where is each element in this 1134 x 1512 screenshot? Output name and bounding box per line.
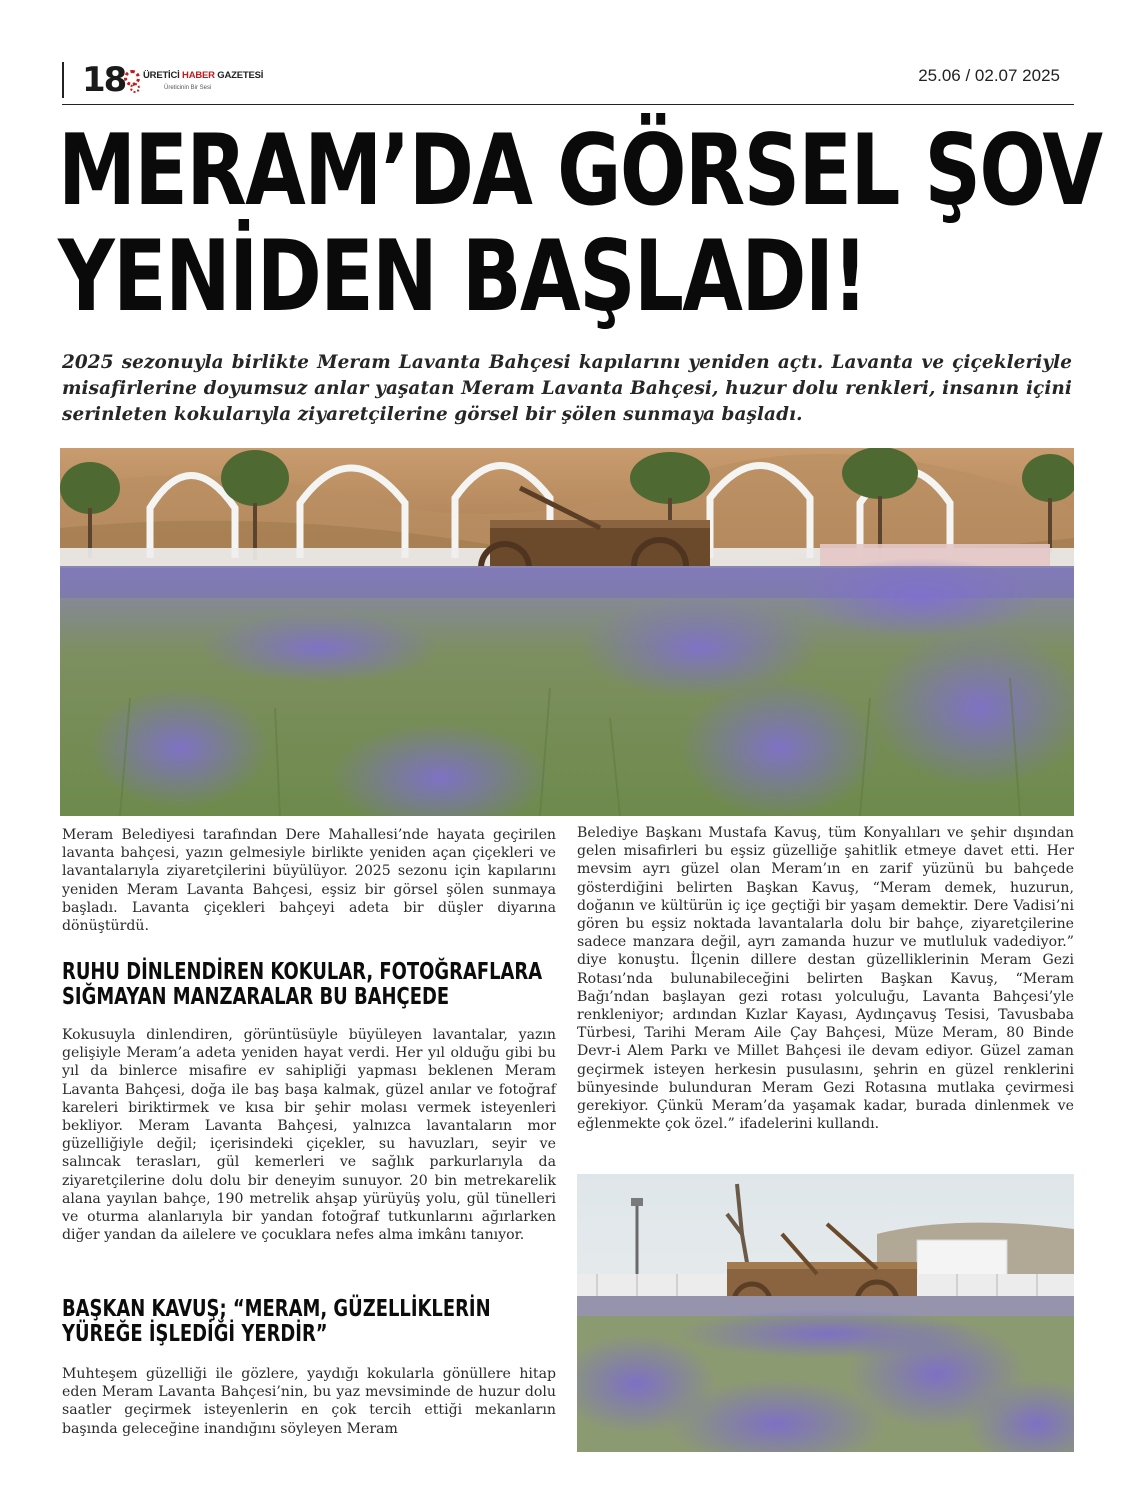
section-1-text: Kokusuyla dinlendiren, görüntüsüyle büyüleyen lavantalar, yazın gelişiyle Meram’a adeta yeniden hayat verdi. Her yıl olduğu gibi bu yıl da binlerce misafire ev sahipliği yapması beklenen Meram Lavanta Bahçesi, doğa ile baş başa kalmak, güzel anılar ve fotoğraf kareleri biriktirmek ve kısa bir şehir molası vermek isteyenleri bekliyor. Meram Lavanta Bahçesi, yalnızca lavantaların mor güzelliğiyle değil; içerisindeki çiçekler, su havuzları, seyir ve salıncak terasları, gül kemerleri ve sağlık parkurlarıyla da ziyaretçilerine dolu dolu bir deneyim sunuyor. 20 bin metrekarelik alana yayılan bahçe, 190 metrelik ahşap yürüyüş yolu, gül tünelleri ve oturma alanlarıyla bir yandan fotoğraf tutkunlarını ağırlarken diğer yandan da ailelere ve çocuklara nefes alma imkânı tanıyor. (62, 1027, 556, 1244)
logo-slogan: Üreticinin Bir Sesi (164, 85, 212, 91)
issue-date: 25.06 / 02.07 2025 (918, 66, 1060, 85)
headline-line-2: YENİDEN BAŞLADI! (58, 220, 867, 334)
right-column-paragraph (577, 824, 1074, 1133)
right-column-text: Belediye Başkanı Mustafa Kavuş, tüm Konyalıları ve şehir dışından gelen misafirleri bu eşsiz güzelliğe şahitlik etmeye davet etti. Her mevsim ayrı güzel olan Meram’ın en zarif yüzünü bu bahçede gösterdiğini belirten Başkan Kavuş, “Meram demek, huzurun, doğanın ve kültürün iç içe geçtiği bir yaşam demektir. Dere Vadisi’ni gören bu eşsiz noktada lavantalarla dolu bir bahçe, ziyaretçilerine sadece manzara değil, ayrı zamanda huzur ve mutluluk vadediyor.” diye konuştu. İlçenin dillere destan güzelliklerinin Meram Gezi Rotası’nda bulunabileceğini belirten Başkan Kavuş, “Meram Bağı’ndan başlayan gezi rotası yolculuğu, Lavanta Bahçesi’yle renkleniyor; ardından Kızlar Kayası, Aydınçavuş Tesisi, Tavusbaba Türbesi, Tarihi Meram Aile Çay Bahçesi, Müze Meram, 80 Binde Devr-i Alem Parkı ve Millet Bahçesi ile devam ediyor. Güzel zaman geçirmek isteyen herkesin pusulasını, şehrin en güzel renklerini bünyesinde bulunduran Meram Gezi Rotasına mutlaka çevirmesi gerekiyor. Çünkü Meram’da yaşamak kadar, burada dinlenmek ve eğlenmekte çok özel.” ifadelerini kullandı. (577, 825, 1074, 1133)
subheading-2: BAŞKAN KAVUŞ; “MERAM, GÜZELLİKLERİN YÜREĞE İŞLEDİĞİ YERDİR” (62, 1296, 491, 1347)
headline-line-1: MERAM’DA GÖRSEL ŞOV (58, 114, 1102, 228)
newspaper-logo[interactable] (124, 68, 264, 100)
page-number: 18 (82, 60, 126, 100)
headline (58, 114, 1102, 334)
main-photo-lavender-field (60, 448, 1074, 816)
secondary-photo-cart (577, 1174, 1074, 1452)
small-gear-icon (130, 83, 140, 93)
logo-prefix: ÜRETİCİ (143, 70, 183, 81)
page-number-rule (62, 62, 64, 98)
logo-name (143, 70, 263, 81)
logo-suffix: GAZETESİ (214, 70, 264, 81)
section-1-paragraph (62, 1026, 556, 1244)
intro-paragraph (62, 826, 556, 935)
section-2-paragraph (62, 1365, 556, 1438)
main-photo-illustration (60, 448, 1074, 816)
logo-red-word: HABER (182, 70, 215, 81)
lead-paragraph: 2025 sezonuyla birlikte Meram Lavanta Bahçesi kapılarını yeniden açtı. Lavanta ve çiçekleriyle misafirlerine doyumsuz anlar yaşatan Meram Lavanta Bahçesi, huzur dolu renkleri, insanın içini serinleten kokularıyla ziyaretçilerine görsel bir şölen sunmaya başladı. (62, 352, 1072, 425)
intro-text: Meram Belediyesi tarafından Dere Mahallesi’nde hayata geçirilen lavanta bahçesi, yazın gelmesiyle birlikte yeniden açan çiçekleri ve lavantalarıyla ziyaretçilerini büyülüyor. 2025 sezonu için kapılarını yeniden Meram Lavanta Bahçesi, eşsiz bir görsel şölen sunmaya başladı. Lavanta çiçekleri bahçeyi adeta bir düşler diyarına dönüştürdü. (62, 827, 556, 935)
subheading-1: RUHU DİNLENDİREN KOKULAR, FOTOĞRAFLARA SIĞMAYAN MANZARALAR BU BAHÇEDE (62, 959, 543, 1010)
section-2-text: Muhteşem güzelliği ile gözlere, yaydığı kokularla gönüllere hitap eden Meram Lavanta Bahçesi’nin, bu yaz mevsiminde de huzur dolu saatler geçirmek isteyenlerin en çok tercih ettiği mekanların başında geleceğine inandığını söyleyen Meram (62, 1366, 556, 1437)
masthead (62, 60, 1074, 105)
secondary-photo-illustration (577, 1174, 1074, 1452)
